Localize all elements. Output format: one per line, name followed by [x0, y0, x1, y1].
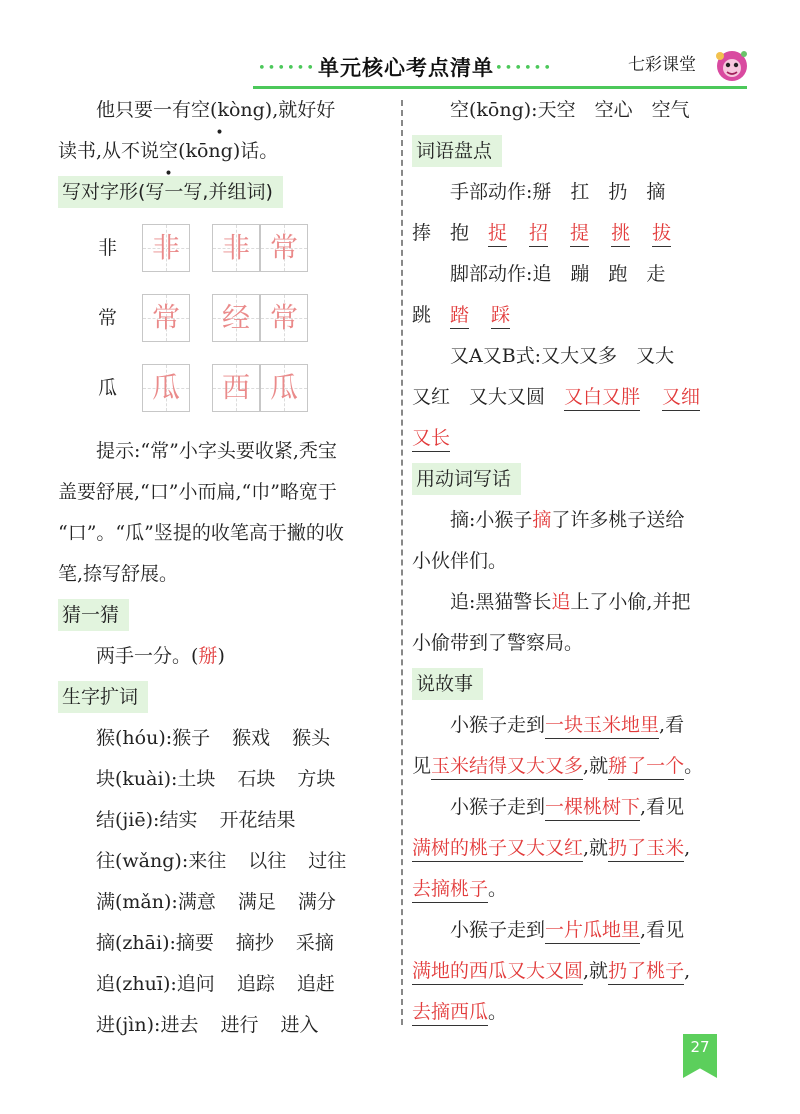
page-number: 27 [690, 1038, 710, 1056]
left-column [58, 90, 388, 1046]
section-expand-words: 生字扩词 [58, 681, 148, 713]
story-para-3: 小猴子走到一片瓜地里,看见 [412, 910, 752, 951]
writing-cell: 瓜 [142, 364, 190, 412]
writing-cell: 常 [260, 294, 308, 342]
list-item: 猴(hóu):猴子 猴戏 猴头 [96, 727, 331, 749]
section-guess: 猜一猜 [58, 599, 129, 631]
writing-cell: 非 [142, 224, 190, 272]
writing-cell: 西 [212, 364, 260, 412]
list-item: 摘(zhāi):摘要 摘抄 采摘 [96, 932, 334, 954]
char-label: 常 [98, 306, 118, 329]
list-item: 块(kuài):土块 石块 方块 [96, 768, 336, 790]
riddle: 两手一分。(掰) [96, 645, 225, 667]
intro-line-1: 他只要一有空(kòng),就好好 [96, 99, 336, 121]
column-divider [401, 100, 403, 1025]
brand-label: 七彩课堂 [628, 55, 696, 75]
story-para-3-end: 去摘西瓜。 [412, 992, 752, 1033]
tip-line: 盖要舒展,“口”小而扁,“巾”略宽于 [58, 481, 337, 503]
verb-sentence-1-cont: 小伙伴们。 [412, 550, 508, 572]
verb-sentence-2: 追:黑猫警长追上了小偷,并把 [450, 591, 691, 613]
foot-actions-line-2: 跳 踏 踩 [412, 295, 752, 336]
char-row [98, 283, 388, 353]
header-dots-right: •••••• [495, 61, 554, 76]
section-tell-story: 说故事 [412, 668, 483, 700]
char-label: 瓜 [98, 376, 118, 399]
verb-sentence-2-cont: 小偷带到了警察局。 [412, 632, 584, 654]
writing-cell: 常 [260, 224, 308, 272]
char-grid-block [58, 213, 388, 423]
writing-cell: 经 [212, 294, 260, 342]
riddle-answer: 掰 [198, 645, 218, 667]
story-para-2: 小猴子走到一棵桃树下,看见 [412, 787, 752, 828]
kong-words: 空(kōng):天空 空心 空气 [450, 99, 690, 121]
char-label: 非 [98, 236, 118, 259]
ab-pattern-line-2: 又红 又大又圆 又白又胖 又细 [412, 377, 752, 418]
story-para-3-cont: 满地的西瓜又大又圆,就扔了桃子, [412, 951, 752, 992]
list-item: 结(jiē):结实 开花结果 [96, 809, 296, 831]
story-para-2-cont: 满树的桃子又大又红,就扔了玉米, [412, 828, 752, 869]
section-word-review: 词语盘点 [412, 135, 502, 167]
verb-sentence-1: 摘:小猴子摘了许多桃子送给 [450, 509, 685, 531]
story-para-1: 小猴子走到一块玉米地里,看 [412, 705, 752, 746]
hand-actions-line-1: 手部动作:掰 扛 扔 摘 [450, 181, 666, 203]
ab-pattern-line-3: 又长 [412, 418, 752, 459]
tip-line: “口”。“瓜”竖提的收笔高于撇的收 [58, 522, 344, 544]
section-verb-sentences: 用动词写话 [412, 463, 521, 495]
tip-line: 提示:“常”小字头要收紧,秃宝 [96, 440, 337, 462]
page-title: 单元核心考点清单 [318, 56, 494, 80]
list-item: 追(zhuī):追问 追踪 追赶 [96, 973, 335, 995]
section-write-forms: 写对字形(写一写,并组词) [58, 176, 283, 208]
char-row [98, 353, 388, 423]
foot-actions-line-1: 脚部动作:追 蹦 跑 走 [450, 263, 666, 285]
char-row [98, 213, 388, 283]
right-column [412, 90, 752, 1033]
list-item: 满(mǎn):满意 满足 满分 [96, 891, 336, 913]
story-para-1-cont: 见玉米结得又大又多,就掰了一个。 [412, 746, 752, 787]
hand-actions-line-2: 捧 抱 捉 招 提 挑 拔 [412, 213, 752, 254]
intro-line-2: 读书,从不说空(kōng)话。 [58, 140, 279, 162]
header-dots-left: •••••• [258, 61, 317, 76]
list-item: 进(jìn):进去 进行 进入 [96, 1014, 319, 1036]
writing-cell: 非 [212, 224, 260, 272]
word-list [58, 718, 388, 1046]
writing-cell: 常 [142, 294, 190, 342]
monkey-mascot-icon [712, 44, 752, 84]
ab-pattern-line-1: 又A又B式:又大又多 又大 [450, 345, 675, 367]
header-rule [253, 86, 747, 89]
writing-cell: 瓜 [260, 364, 308, 412]
list-item: 往(wǎng):来往 以往 过往 [96, 850, 347, 872]
story-para-2-end: 去摘桃子。 [412, 869, 752, 910]
tip-line: 笔,捺写舒展。 [58, 563, 179, 585]
page-header [0, 0, 800, 92]
